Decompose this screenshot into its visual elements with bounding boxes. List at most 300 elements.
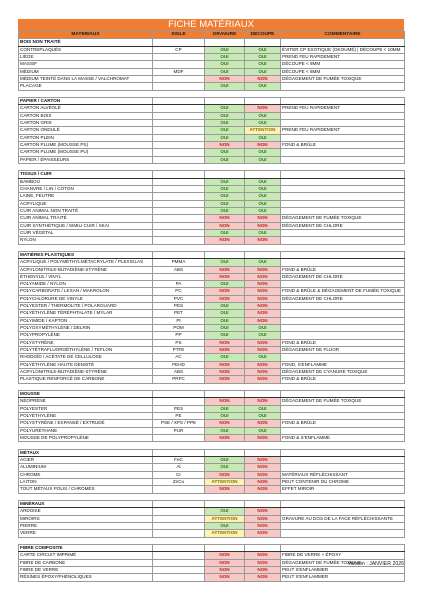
engraving-status: NON bbox=[205, 237, 245, 244]
cutting-status: OUI bbox=[245, 149, 281, 156]
section-spacer bbox=[19, 493, 405, 500]
material-comment: DÉGAGEMENT DE FLUOR bbox=[281, 347, 405, 354]
material-code bbox=[153, 119, 205, 126]
engraving-status: NON bbox=[205, 347, 245, 354]
material-name: FIBRE DE CARBONE bbox=[19, 559, 153, 566]
material-comment: FOND & BRÛLE bbox=[281, 339, 405, 346]
cutting-status: NON bbox=[245, 281, 281, 288]
material-comment: PREND FEU RAPIDEMENT bbox=[281, 53, 405, 60]
material-comment: DÉGAGEMENT DE FUMÉE TOXIQUE bbox=[281, 75, 405, 82]
material-row bbox=[19, 347, 405, 354]
engraving-status: OUI bbox=[205, 508, 245, 515]
material-name: POLYPROPYLÈNE bbox=[19, 332, 153, 339]
material-comment bbox=[281, 457, 405, 464]
cutting-status: NON bbox=[245, 317, 281, 324]
section-header-blank bbox=[153, 449, 205, 456]
cutting-status: OUI bbox=[245, 354, 281, 361]
material-comment: FOND & BRÛLE bbox=[281, 266, 405, 273]
material-comment: DÉGAGEMENT DE CYANURE TOXIQUE bbox=[281, 369, 405, 376]
material-row bbox=[19, 574, 405, 581]
material-name: CUIR ANIMAL TRAITÉ bbox=[19, 215, 153, 222]
material-comment: EFFET MIROIR bbox=[281, 486, 405, 493]
material-code bbox=[153, 200, 205, 207]
section-header-blank bbox=[245, 251, 281, 258]
material-row bbox=[19, 295, 405, 302]
material-comment: FIBRE DE VERRE + ÉPOXY bbox=[281, 552, 405, 559]
material-code bbox=[153, 105, 205, 112]
engraving-status: OUI bbox=[205, 83, 245, 90]
material-comment: FOND & BRÛLE bbox=[281, 376, 405, 383]
material-row bbox=[19, 134, 405, 141]
cutting-status: NON bbox=[245, 376, 281, 383]
cutting-status: NON bbox=[245, 479, 281, 486]
material-code bbox=[153, 61, 205, 68]
material-name: FIBRE DE VERRE bbox=[19, 566, 153, 573]
material-row bbox=[19, 522, 405, 529]
engraving-status: ATTENTION bbox=[205, 515, 245, 522]
section-header-blank bbox=[205, 501, 245, 508]
material-row bbox=[19, 376, 405, 383]
engraving-status: OUI bbox=[205, 46, 245, 53]
section-header-row bbox=[19, 544, 405, 551]
material-comment bbox=[281, 200, 405, 207]
material-row bbox=[19, 229, 405, 236]
material-name: POLYOXYMÉTHYLÈNE / DELRIN bbox=[19, 325, 153, 332]
material-row bbox=[19, 317, 405, 324]
material-row bbox=[19, 435, 405, 442]
material-comment bbox=[281, 149, 405, 156]
material-name: POLYÉTHYLÈNE HAUTE DENSITÉ bbox=[19, 361, 153, 368]
engraving-status: OUI bbox=[205, 149, 245, 156]
material-name: PLASTIQUE RENFORCÉ DE CARBONE bbox=[19, 376, 153, 383]
material-comment bbox=[281, 508, 405, 515]
section-header-blank bbox=[281, 544, 405, 551]
engraving-status: OUI bbox=[205, 200, 245, 207]
material-row bbox=[19, 222, 405, 229]
engraving-status: NON bbox=[205, 486, 245, 493]
material-comment bbox=[281, 229, 405, 236]
cutting-status: NON bbox=[245, 420, 281, 427]
material-comment bbox=[281, 193, 405, 200]
section-header-blank bbox=[281, 171, 405, 178]
material-code: MDF bbox=[153, 68, 205, 75]
section-spacer bbox=[19, 90, 405, 97]
material-code: CP bbox=[153, 46, 205, 53]
material-name: CARTON PLUME (MOUSSE PS) bbox=[19, 141, 153, 148]
material-code bbox=[153, 75, 205, 82]
material-comment: DÉGAGEMENT DE FUMÉE TOXIQUE bbox=[281, 215, 405, 222]
section-header-blank bbox=[153, 39, 205, 46]
material-name: LAINE, FEUTRE bbox=[19, 193, 153, 200]
material-code: PC bbox=[153, 288, 205, 295]
section-header-blank bbox=[245, 501, 281, 508]
column-header-engraving: GRAVURE bbox=[205, 32, 245, 39]
engraving-status: OUI bbox=[205, 310, 245, 317]
spacer-cell bbox=[19, 383, 405, 390]
engraving-status: OUI bbox=[205, 119, 245, 126]
material-code bbox=[153, 237, 205, 244]
material-name: ÉTHENYLE / VINYL bbox=[19, 273, 153, 280]
material-name: ACRYLIQUE bbox=[19, 200, 153, 207]
material-comment: PREND FEU RAPIDEMENT bbox=[281, 127, 405, 134]
engraving-status: OUI bbox=[205, 68, 245, 75]
material-comment: DÉCOUPE < 8MM bbox=[281, 61, 405, 68]
material-row bbox=[19, 369, 405, 376]
material-comment bbox=[281, 112, 405, 119]
material-comment: DÉGAGEMENT DE CHLORE bbox=[281, 222, 405, 229]
cutting-status: OUI bbox=[245, 68, 281, 75]
engraving-status: NON bbox=[205, 574, 245, 581]
section-header-blank bbox=[205, 391, 245, 398]
section-header-blank bbox=[245, 449, 281, 456]
material-comment: DÉGAGEMENT DE CHLORE bbox=[281, 273, 405, 280]
materials-table-body bbox=[19, 32, 405, 582]
engraving-status: NON bbox=[205, 435, 245, 442]
section-header-blank bbox=[245, 39, 281, 46]
material-row bbox=[19, 237, 405, 244]
section-header-blank bbox=[153, 391, 205, 398]
cutting-status: OUI bbox=[245, 413, 281, 420]
section-title: PAPIER / CARTON bbox=[19, 97, 153, 104]
material-code: PUR bbox=[153, 427, 205, 434]
engraving-status: ATTENTION bbox=[205, 479, 245, 486]
engraving-status: NON bbox=[205, 141, 245, 148]
material-code bbox=[153, 435, 205, 442]
material-name: POLYSTYRÈNE / EXPANSÉ / EXTRUDÉ bbox=[19, 420, 153, 427]
material-name: MÉDIUM bbox=[19, 68, 153, 75]
material-name: POLYIMIDE / KAPTON bbox=[19, 317, 153, 324]
material-comment: PEUT S'ENFLAMMER bbox=[281, 566, 405, 573]
cutting-status: NON bbox=[245, 141, 281, 148]
material-name: CHANVRE / LIN / COTON bbox=[19, 185, 153, 192]
material-row bbox=[19, 149, 405, 156]
material-code bbox=[153, 486, 205, 493]
material-name: RHODOÏD / ACÉTATE DE CELLULOSE bbox=[19, 354, 153, 361]
material-name: CARTON PLUME (MOUSSE PU) bbox=[19, 149, 153, 156]
material-code bbox=[153, 566, 205, 573]
material-comment bbox=[281, 317, 405, 324]
material-code: Al bbox=[153, 464, 205, 471]
material-code bbox=[153, 229, 205, 236]
engraving-status: NON bbox=[205, 339, 245, 346]
cutting-status: NON bbox=[245, 486, 281, 493]
cutting-status: ATTENTION bbox=[245, 127, 281, 134]
material-comment: DÉGAGEMENT DE CHLORE bbox=[281, 295, 405, 302]
material-row bbox=[19, 325, 405, 332]
spacer-cell bbox=[19, 163, 405, 170]
material-row bbox=[19, 457, 405, 464]
cutting-status: NON bbox=[245, 266, 281, 273]
material-row bbox=[19, 332, 405, 339]
cutting-status: NON bbox=[245, 559, 281, 566]
cutting-status: OUI bbox=[245, 134, 281, 141]
section-header-blank bbox=[281, 501, 405, 508]
material-name: ACRYLONITRILE-BUTADIÈNE-STYRÈNE bbox=[19, 369, 153, 376]
material-name: PLACAGE bbox=[19, 83, 153, 90]
material-name: MOUSSE DE POLYPROPYLÈNE bbox=[19, 435, 153, 442]
material-code: Cr bbox=[153, 471, 205, 478]
engraving-status: OUI bbox=[205, 332, 245, 339]
cutting-status: OUI bbox=[245, 185, 281, 192]
material-code bbox=[153, 185, 205, 192]
material-comment: PEUT CONTENIR DU CHROME bbox=[281, 479, 405, 486]
engraving-status: NON bbox=[205, 266, 245, 273]
material-code: PES bbox=[153, 303, 205, 310]
material-comment bbox=[281, 332, 405, 339]
material-row bbox=[19, 83, 405, 90]
material-name: POLYESTER / THERMOLITE / POLARGUARD bbox=[19, 303, 153, 310]
material-comment: DÉCOUPE < 8MM bbox=[281, 68, 405, 75]
cutting-status: OUI bbox=[245, 112, 281, 119]
material-comment: DÉGAGEMENT DE FUMÉE TOXIQUE bbox=[281, 559, 405, 566]
engraving-status: OUI bbox=[205, 53, 245, 60]
section-spacer bbox=[19, 163, 405, 170]
material-code: PS bbox=[153, 339, 205, 346]
material-name: CARTON BOIS bbox=[19, 112, 153, 119]
cutting-status: NON bbox=[245, 369, 281, 376]
material-comment bbox=[281, 354, 405, 361]
material-code bbox=[153, 134, 205, 141]
material-row bbox=[19, 200, 405, 207]
material-code: PRFC bbox=[153, 376, 205, 383]
engraving-status: NON bbox=[205, 273, 245, 280]
section-title: BOIS NON TRAITÉ bbox=[19, 39, 153, 46]
material-name: ACRYLONITRILE-BUTADIÈNE-STYRÈNE bbox=[19, 266, 153, 273]
engraving-status: NON bbox=[205, 222, 245, 229]
cutting-status: OUI bbox=[245, 229, 281, 236]
section-header-row bbox=[19, 449, 405, 456]
material-row bbox=[19, 552, 405, 559]
material-row bbox=[19, 273, 405, 280]
cutting-status: OUI bbox=[245, 53, 281, 60]
material-name: MÉDIUM TEINTÉ DANS LA MASSE / VALCHROMAT bbox=[19, 75, 153, 82]
engraving-status: NON bbox=[205, 361, 245, 368]
material-row bbox=[19, 112, 405, 119]
material-comment bbox=[281, 237, 405, 244]
engraving-status: NON bbox=[205, 398, 245, 405]
section-header-row bbox=[19, 97, 405, 104]
material-row bbox=[19, 61, 405, 68]
material-code: PA bbox=[153, 281, 205, 288]
engraving-status: OUI bbox=[205, 156, 245, 163]
material-row bbox=[19, 471, 405, 478]
material-name: CARTON ALVÉOLÉ bbox=[19, 105, 153, 112]
cutting-status: OUI bbox=[245, 259, 281, 266]
material-row bbox=[19, 427, 405, 434]
material-comment bbox=[281, 207, 405, 214]
cutting-status: NON bbox=[245, 303, 281, 310]
engraving-status: OUI bbox=[205, 185, 245, 192]
section-header-blank bbox=[205, 97, 245, 104]
material-name: CARTE CIRCUIT IMPRIMÉ bbox=[19, 552, 153, 559]
material-code: PES bbox=[153, 405, 205, 412]
material-comment bbox=[281, 427, 405, 434]
cutting-status: OUI bbox=[245, 193, 281, 200]
material-code bbox=[153, 53, 205, 60]
material-row bbox=[19, 119, 405, 126]
material-comment bbox=[281, 185, 405, 192]
material-code bbox=[153, 127, 205, 134]
cutting-status: OUI bbox=[245, 119, 281, 126]
cutting-status: OUI bbox=[245, 83, 281, 90]
section-header-row bbox=[19, 391, 405, 398]
material-name: ACIER bbox=[19, 457, 153, 464]
material-name: CUIR SYNTHÉTIQUE / SIMILI CUIR / SKAI bbox=[19, 222, 153, 229]
material-row bbox=[19, 515, 405, 522]
material-name: ACRYLIQUE / POLYMÉTHYLMÉTACRYLATE / PLEXIGLAS bbox=[19, 259, 153, 266]
engraving-status: NON bbox=[205, 376, 245, 383]
material-name: POLYESTER bbox=[19, 405, 153, 412]
section-header-blank bbox=[205, 171, 245, 178]
cutting-status: NON bbox=[245, 288, 281, 295]
section-header-blank bbox=[245, 544, 281, 551]
material-row bbox=[19, 259, 405, 266]
material-code: AC bbox=[153, 354, 205, 361]
material-name: POLYURÉTHANE bbox=[19, 427, 153, 434]
material-code: PTFE bbox=[153, 347, 205, 354]
cutting-status: NON bbox=[245, 457, 281, 464]
material-comment: PEUT S'ENFLAMMER bbox=[281, 574, 405, 581]
material-name: RÉSINES ÉPOXY/PHÉNOLIQUES bbox=[19, 574, 153, 581]
engraving-status: NON bbox=[205, 215, 245, 222]
material-row bbox=[19, 207, 405, 214]
section-header-blank bbox=[245, 171, 281, 178]
material-comment: MATÉRIAUX RÉFLÉCHISSANT bbox=[281, 471, 405, 478]
section-header-row bbox=[19, 39, 405, 46]
engraving-status: OUI bbox=[205, 457, 245, 464]
material-code: PMMA bbox=[153, 259, 205, 266]
engraving-status: NON bbox=[205, 471, 245, 478]
material-name: CUIR ANIMAL NON TRAITÉ bbox=[19, 207, 153, 214]
material-code: ZnCu bbox=[153, 479, 205, 486]
engraving-status: NON bbox=[205, 552, 245, 559]
material-name: LAITON bbox=[19, 479, 153, 486]
material-row bbox=[19, 354, 405, 361]
engraving-status: OUI bbox=[205, 427, 245, 434]
material-name: POLYCHLORURE DE VINYLE bbox=[19, 295, 153, 302]
section-title: MATIÈRES PLASTIQUES bbox=[19, 251, 153, 258]
spacer-cell bbox=[19, 244, 405, 251]
material-row bbox=[19, 566, 405, 573]
material-row bbox=[19, 193, 405, 200]
engraving-status: OUI bbox=[205, 127, 245, 134]
section-header-blank bbox=[205, 39, 245, 46]
engraving-status: OUI bbox=[205, 464, 245, 471]
column-header-code: SIGLE bbox=[153, 32, 205, 39]
column-header-comment: COMMENTAIRE bbox=[281, 32, 405, 39]
cutting-status: NON bbox=[245, 471, 281, 478]
material-row bbox=[19, 398, 405, 405]
material-comment bbox=[281, 134, 405, 141]
material-row bbox=[19, 413, 405, 420]
cutting-status: OUI bbox=[245, 405, 281, 412]
material-code bbox=[153, 552, 205, 559]
material-comment: FOND & S'ENFLAMME bbox=[281, 435, 405, 442]
material-comment: FOND, S'ENFLAMME bbox=[281, 361, 405, 368]
cutting-status: NON bbox=[245, 552, 281, 559]
material-name: CARTON ONDULÉ bbox=[19, 127, 153, 134]
section-header-blank bbox=[205, 449, 245, 456]
material-row bbox=[19, 420, 405, 427]
section-header-blank bbox=[153, 97, 205, 104]
material-code: ABS bbox=[153, 266, 205, 273]
cutting-status: NON bbox=[245, 566, 281, 573]
material-name: POLYCARBONATE / LEXAN / MAKROLON bbox=[19, 288, 153, 295]
cutting-status: NON bbox=[245, 273, 281, 280]
material-row bbox=[19, 479, 405, 486]
section-header-blank bbox=[205, 544, 245, 551]
column-header-cutting: DÉCOUPE bbox=[245, 32, 281, 39]
material-name: CONTREPLAQUÉS bbox=[19, 46, 153, 53]
material-row bbox=[19, 288, 405, 295]
engraving-status: NON bbox=[205, 369, 245, 376]
material-code: PVC bbox=[153, 295, 205, 302]
material-comment bbox=[281, 530, 405, 537]
material-code bbox=[153, 149, 205, 156]
section-spacer bbox=[19, 244, 405, 251]
material-code bbox=[153, 178, 205, 185]
engraving-status: OUI bbox=[205, 207, 245, 214]
material-name: CARTON PLEIN bbox=[19, 134, 153, 141]
material-name: POLYÉTHYLÈNE bbox=[19, 413, 153, 420]
material-name: BAMBOU bbox=[19, 178, 153, 185]
section-header-blank bbox=[205, 251, 245, 258]
section-header-blank bbox=[245, 97, 281, 104]
material-code bbox=[153, 530, 205, 537]
material-code bbox=[153, 112, 205, 119]
cutting-status: NON bbox=[245, 222, 281, 229]
material-comment bbox=[281, 156, 405, 163]
material-row bbox=[19, 281, 405, 288]
material-row bbox=[19, 46, 405, 53]
cutting-status: OUI bbox=[245, 207, 281, 214]
section-spacer bbox=[19, 537, 405, 544]
material-code: ABS bbox=[153, 369, 205, 376]
spacer-cell bbox=[19, 493, 405, 500]
engraving-status: NON bbox=[205, 288, 245, 295]
cutting-status: OUI bbox=[245, 332, 281, 339]
spacer-cell bbox=[19, 90, 405, 97]
engraving-status: NON bbox=[205, 295, 245, 302]
cutting-status: NON bbox=[245, 215, 281, 222]
material-row bbox=[19, 68, 405, 75]
engraving-status: OUI bbox=[205, 317, 245, 324]
material-row bbox=[19, 405, 405, 412]
material-comment bbox=[281, 522, 405, 529]
engraving-status: OUI bbox=[205, 193, 245, 200]
spacer-cell bbox=[19, 537, 405, 544]
section-header-blank bbox=[153, 501, 205, 508]
material-code: PSE / XPS / PPE bbox=[153, 420, 205, 427]
material-row bbox=[19, 215, 405, 222]
material-comment: ÉVITER CP EXOTIQUE (OKOUMÉ) | DÉCOUPE < 10MM bbox=[281, 46, 405, 53]
material-row bbox=[19, 266, 405, 273]
material-name: CUIR VÉGÉTAL bbox=[19, 229, 153, 236]
engraving-status: OUI bbox=[205, 229, 245, 236]
section-header-blank bbox=[281, 391, 405, 398]
engraving-status: OUI bbox=[205, 134, 245, 141]
section-title: MÉTAUX bbox=[19, 449, 153, 456]
cutting-status: NON bbox=[245, 435, 281, 442]
material-row bbox=[19, 530, 405, 537]
section-title: TISSUS / CUIR bbox=[19, 171, 153, 178]
material-name: POLYTÉTRAFLUOROÉTHYLÈNE / TEFLON bbox=[19, 347, 153, 354]
material-row bbox=[19, 361, 405, 368]
cutting-status: OUI bbox=[245, 61, 281, 68]
material-name: ALUMINIUM bbox=[19, 464, 153, 471]
material-code bbox=[153, 398, 205, 405]
material-comment bbox=[281, 259, 405, 266]
